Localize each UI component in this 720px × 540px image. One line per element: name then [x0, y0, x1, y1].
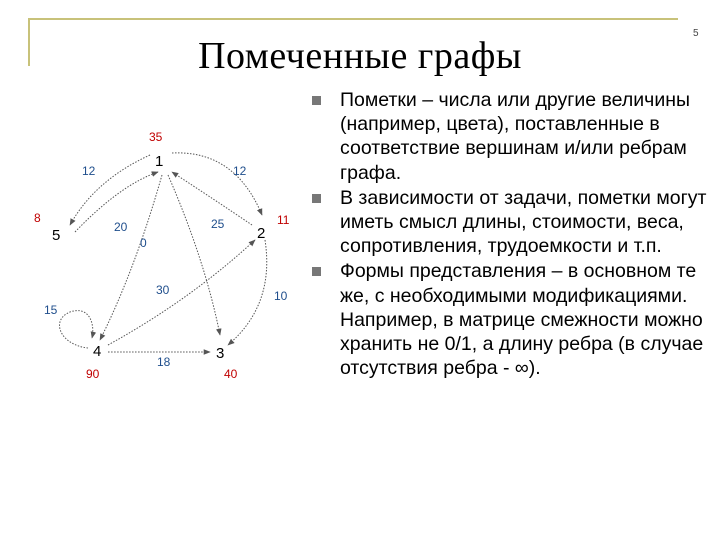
bullet-item	[312, 186, 707, 259]
bullet-square-icon	[312, 96, 321, 105]
edge-1-3	[168, 175, 220, 335]
vertex-1-weight: 35	[149, 130, 163, 144]
bullet-list	[312, 88, 707, 381]
edge-2-3	[228, 240, 267, 345]
edge-label-5-1: 20	[114, 220, 128, 234]
edge-label-1-5: 12	[82, 164, 96, 178]
edge-label-4-2: 30	[156, 283, 170, 297]
edge-label-1-2: 12	[233, 164, 247, 178]
edge-label-4-3: 18	[157, 355, 171, 369]
slide-title: Помеченные графы	[198, 35, 522, 77]
vertex-4: 4	[93, 343, 102, 360]
bullet-text: Пометки – числа или другие величины (например, цвета), поставленные в соответствие вершинам и/или ребрам графа.	[340, 89, 690, 184]
vertex-2-weight: 11	[277, 213, 290, 227]
vertex-4-weight: 90	[86, 367, 100, 381]
vertex-2: 2	[257, 225, 266, 242]
vertex-3-weight: 40	[224, 367, 238, 381]
edge-label-2-3: 10	[274, 289, 288, 303]
edge-label-2-1: 25	[211, 217, 225, 231]
bullet-item	[312, 88, 707, 185]
page-number: 5	[693, 28, 699, 39]
vertex-5-weight: 8	[34, 211, 41, 225]
edge-label-loop-4: 15	[44, 303, 58, 317]
vertex-5: 5	[52, 227, 61, 244]
edge-label-1-4: 0	[140, 236, 147, 250]
bullet-text: Формы представления – в основном те же, с необходимыми модификациями. Например, в матрице смежности можно хранить не 0/1, а длину ребра (в случае отсутствия ребра - ∞).	[340, 260, 704, 380]
edge-4-loop	[60, 311, 93, 348]
vertex-3: 3	[216, 345, 225, 362]
edge-1-4	[100, 175, 162, 340]
bullet-item	[312, 259, 707, 380]
bullet-text: В зависимости от задачи, пометки могут иметь смысл длины, стоимости, веса, сопротивления, трудоемкости и т.п.	[340, 186, 707, 258]
vertex-1: 1	[155, 153, 164, 170]
bullet-square-icon	[312, 267, 321, 276]
bullet-square-icon	[312, 194, 321, 203]
edge-4-2	[108, 240, 255, 345]
edge-1-2	[172, 153, 262, 215]
